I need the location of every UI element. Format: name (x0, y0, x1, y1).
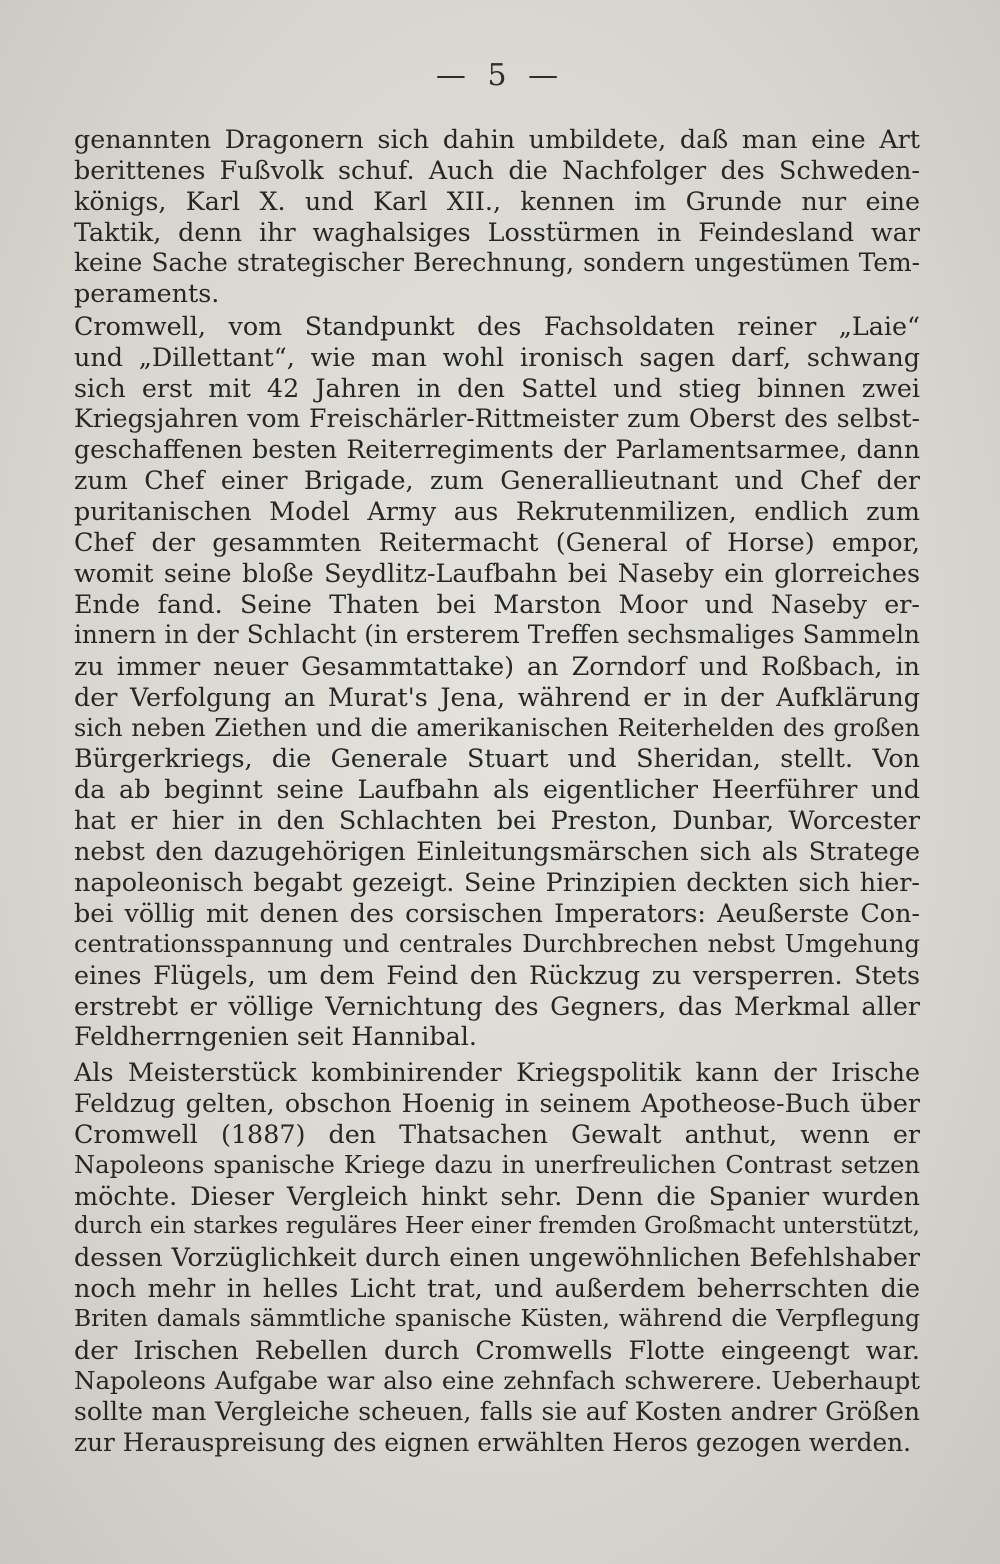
paragraph (74, 124, 920, 309)
page-number: — 5 — (435, 58, 565, 93)
text-line: eines Flügels, um dem Feind den Rückzug zu versperren. Stets (74, 959, 920, 990)
text-line: womit seine bloße Seydlitz-Laufbahn bei Naseby ein glorreiches (74, 558, 920, 589)
text-line: puritanischen Model Army aus Rekrutenmilizen, endlich zum (74, 496, 920, 527)
text-line: nebst den dazugehörigen Einleitungsmärschen sich als Stratege (74, 836, 920, 867)
text-line: geschaffenen besten Reiterregiments der Parlamentsarmee, dann (74, 434, 920, 464)
text-line: bei völlig mit denen des corsischen Imperators: Aeußerste Con- (74, 897, 920, 928)
text-line: keine Sache strategischer Berechnung, sondern ungestümen Tem- (74, 247, 920, 277)
text-line: königs, Karl X. und Karl XII., kennen im Grunde nur eine (74, 185, 920, 216)
text-line: sollte man Vergleiche scheuen, falls sie auf Kosten andrer Größen (74, 1396, 920, 1426)
text-line: dessen Vorzüglichkeit durch einen ungewöhnlichen Befehlshaber (74, 1242, 920, 1273)
text-line: hat er hier in den Schlachten bei Preston, Dunbar, Worcester (74, 805, 920, 836)
text-line: sich erst mit 42 Jahren in den Sattel und stieg binnen zwei (74, 372, 920, 403)
text-line: der Irischen Rebellen durch Cromwells Flotte eingeengt war. (74, 1335, 920, 1366)
text-line: Feldherrngenien seit Hannibal. (74, 1021, 477, 1052)
text-line: Napoleons Aufgabe war also eine zehnfach schwerere. Ueberhaupt (74, 1365, 920, 1395)
text-line: durch ein starkes reguläres Heer einer fremden Großmacht unterstützt, (74, 1213, 920, 1240)
text-line: Cromwell (1887) den Thatsachen Gewalt anthut, wenn er (74, 1118, 920, 1149)
text-line: Taktik, denn ihr waghalsiges Losstürmen in Feindesland war (74, 216, 920, 247)
text-line: peraments. (74, 278, 220, 309)
text-line: Briten damals sämmtliche spanische Küsten, während die Verpflegung (74, 1305, 920, 1333)
text-line: innern in der Schlacht (in ersterem Treffen sechsmaliges Sammeln (74, 619, 920, 649)
text-line: zu immer neuer Gesammtattake) an Zorndorf und Roßbach, in (74, 650, 920, 681)
text-line: möchte. Dieser Vergleich hinkt sehr. Denn die Spanier wurden (74, 1180, 920, 1211)
text-line: noch mehr in helles Licht trat, und außerdem beherrschten die (74, 1273, 920, 1304)
text-line: berittenes Fußvolk schuf. Auch die Nachfolger des Schweden- (74, 154, 920, 185)
text-line: genannten Dragonern sich dahin umbildete, daß man eine Art (74, 124, 920, 154)
paragraph (74, 1057, 920, 1459)
text-line: Kriegsjahren vom Freischärler-Rittmeister zum Oberst des selbst- (74, 403, 920, 433)
text-line: da ab beginnt seine Laufbahn als eigentlicher Heerführer und (74, 774, 920, 805)
text-line: der Verfolgung an Murat's Jena, während er in der Aufklärung (74, 681, 920, 712)
text-line: Chef der gesammten Reitermacht (General of Horse) empor, (74, 527, 920, 558)
text-line: sich neben Ziethen und die amerikanischen Reiterhelden des großen (74, 713, 920, 742)
paragraph (74, 311, 920, 1052)
text-line: Feldzug gelten, obschon Hoenig in seinem Apotheose-Buch über (74, 1087, 920, 1118)
text-line: erstrebt er völlige Vernichtung des Gegners, das Merkmal aller (74, 990, 920, 1021)
text-line: Bürgerkriegs, die Generale Stuart und Sheridan, stellt. Von (74, 743, 920, 774)
text-line: zum Chef einer Brigade, zum Generallieutnant und Chef der (74, 465, 920, 496)
text-line: zur Herauspreisung des eignen erwählten Heros gezogen werden. (74, 1427, 912, 1457)
text-line: Als Meisterstück kombinirender Kriegspolitik kann der Irische (74, 1057, 920, 1087)
text-line: Ende fand. Seine Thaten bei Marston Moor und Naseby er- (74, 589, 920, 620)
text-line: napoleonisch begabt gezeigt. Seine Prinzipien deckten sich hier- (74, 867, 920, 898)
text-line: Napoleons spanische Kriege dazu in unerfreulichen Contrast setzen (74, 1150, 920, 1179)
text-line: centrationsspannung und centrales Durchbrechen nebst Umgehung (74, 929, 920, 958)
text-line: Cromwell, vom Standpunkt des Fachsoldaten reiner „Laie“ (74, 311, 920, 341)
text-line: und „Dillettant“, wie man wohl ironisch sagen darf, schwang (74, 341, 920, 372)
